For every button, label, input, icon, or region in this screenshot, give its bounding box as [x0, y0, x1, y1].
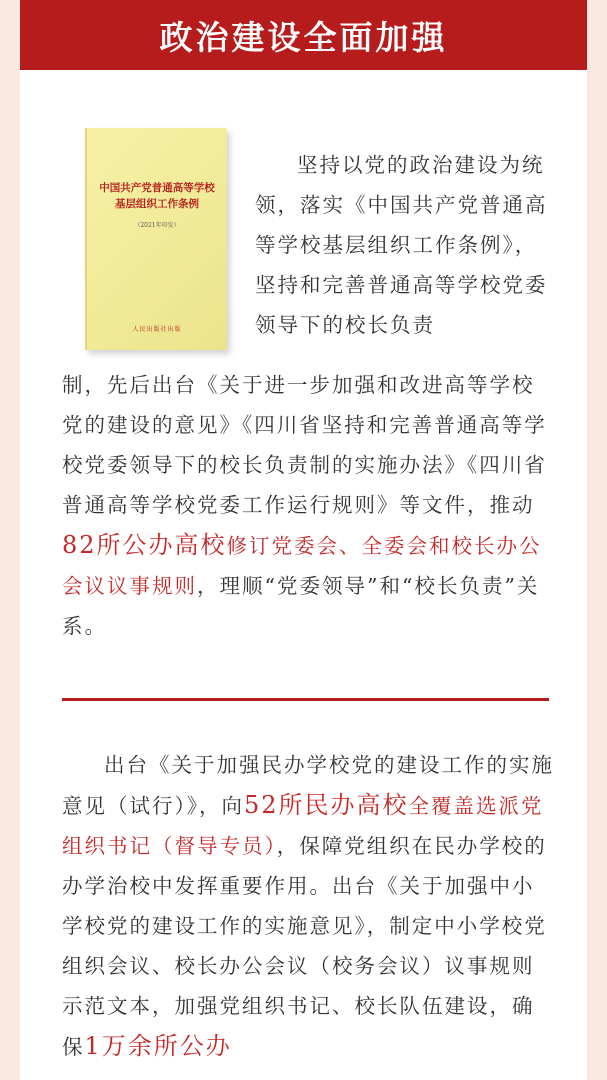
paragraph-1-text-b: ，理顺“党委领导”和“校长负责”关系。: [62, 574, 540, 638]
paragraph-2: [62, 745, 554, 1067]
paragraph-2-text-b: ，保障党组织在民办学校的办学治校中发挥重要作用。出台《关于加强中小学校党的建设工作的实施意见》，制定中小学校党组织会议、校长办公会议（校务会议）议事规则示范文本，加强党组织书记、校长队伍建设，确保: [62, 834, 547, 1059]
section-title: 政治建设全面加强: [159, 17, 448, 57]
paragraph-2-text-a: 出台《关于加强民办学校党的建设工作的实施意见（试行）》，向: [62, 753, 554, 818]
highlight-revise-rules: 修订党委会、全委会和校长办公会议议事规则: [62, 534, 542, 598]
paragraph-1-top-text: 坚持以党的政治建设为统领，落实《中国共产党普通高等学校基层组织工作条例》，坚持和完善普通高等学校党委领导下的校长负责: [255, 153, 548, 337]
book-cover-title: 中国共产党普通高等学校基层组织工作条例: [99, 182, 215, 210]
highlight-10000-public-schools: 1万余所公办: [84, 1032, 232, 1060]
book-cover-publisher: 人民出版社出版: [132, 326, 182, 333]
paragraph-1-text-a: 制，先后出台《关于进一步加强和改进高等学校党的建设的意见》《四川省坚持和完善普通高等学校党委领导下的校长负责制的实施办法》《四川省普通高等学校党委工作运行规则》等文件，推动: [62, 373, 547, 517]
paragraph-1-bottom: [62, 365, 554, 646]
section-divider: [62, 698, 549, 701]
highlight-full-coverage: 全覆盖选派党组织书记（督导专员）: [62, 794, 544, 858]
book-cover-image: [85, 128, 227, 350]
highlight-82-public-universities: 82所公办高校: [62, 531, 227, 559]
paragraph-1-top: [255, 145, 555, 345]
section-header: [20, 0, 587, 70]
highlight-52-private-universities: 52所民办高校: [244, 791, 409, 819]
book-cover-edition: （2021年印发）: [134, 222, 180, 229]
